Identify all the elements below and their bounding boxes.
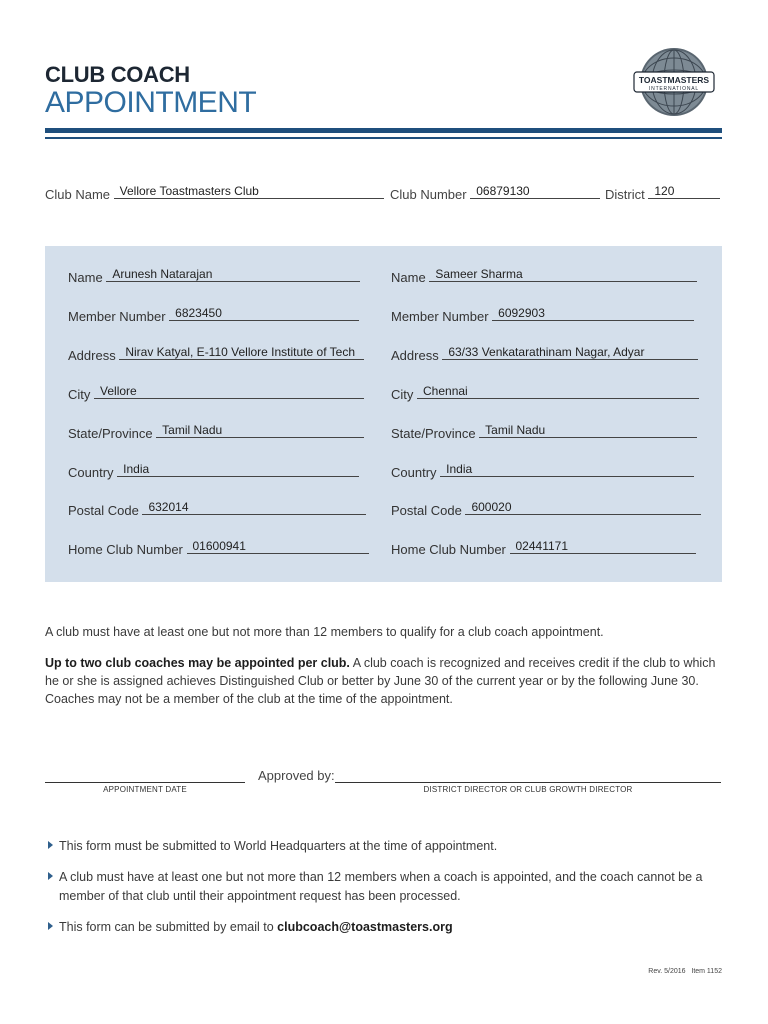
bullet-1-text: This form must be submitted to World Headquarters at the time of appointment. bbox=[59, 839, 498, 853]
coach-1-state-field bbox=[68, 423, 364, 441]
director-caption: DISTRICT DIRECTOR OR CLUB GROWTH DIRECTOR bbox=[423, 785, 633, 794]
coach-2-state-input[interactable]: Tamil Nadu bbox=[479, 423, 697, 438]
coach-1-member-field bbox=[68, 306, 359, 324]
club-name-field bbox=[45, 184, 384, 202]
appointment-date-line[interactable] bbox=[45, 782, 245, 783]
name-label: Name bbox=[391, 270, 426, 285]
coach-1-postal-field bbox=[68, 500, 366, 518]
coach-1-homeclub-input[interactable]: 01600941 bbox=[187, 539, 369, 554]
coach-1-name-input[interactable]: Arunesh Natarajan bbox=[106, 267, 360, 282]
coach-limit-paragraph bbox=[45, 654, 725, 708]
approved-by-label: Approved by: bbox=[258, 768, 335, 783]
bullet-3-text: This form can be submitted by email to bbox=[59, 920, 278, 934]
name-label: Name bbox=[68, 270, 103, 285]
coach-2-city-field bbox=[391, 384, 699, 402]
bullet-arrow-icon bbox=[48, 922, 53, 930]
coach-2-postal-field bbox=[391, 500, 701, 518]
postal-label: Postal Code bbox=[68, 503, 139, 518]
city-label: City bbox=[68, 387, 91, 402]
coach-2-country-input[interactable]: India bbox=[440, 462, 694, 477]
coach-1-postal-input[interactable]: 632014 bbox=[142, 500, 366, 515]
bullet-arrow-icon bbox=[48, 872, 53, 880]
coach-2-address-input[interactable]: 63/33 Venkatarathinam Nagar, Adyar bbox=[442, 345, 698, 360]
bullet-arrow-icon bbox=[48, 841, 53, 849]
member-number-label: Member Number bbox=[68, 309, 166, 324]
club-name-input[interactable]: Vellore Toastmasters Club bbox=[114, 184, 384, 199]
coach-2-country-field bbox=[391, 462, 694, 480]
coach-1-name-field bbox=[68, 267, 360, 285]
header-rule-thick bbox=[45, 128, 722, 133]
coach-2-postal-input[interactable]: 600020 bbox=[465, 500, 701, 515]
coach-2-member-input[interactable]: 6092903 bbox=[492, 306, 694, 321]
director-signature-line[interactable] bbox=[335, 782, 721, 783]
coach-1-address-field bbox=[68, 345, 364, 363]
coach-limit-bold: Up to two club coaches may be appointed per club. bbox=[45, 656, 350, 670]
coach-1-address-input[interactable]: Nirav Katyal, E-110 Vellore Institute of Tech bbox=[119, 345, 364, 360]
home-club-label: Home Club Number bbox=[391, 542, 506, 557]
address-label: Address bbox=[68, 348, 116, 363]
bullet-2-text: A club must have at least one but not more than 12 members when a coach is appointed, and the coach cannot be a member of that club until their appointment request has been processed. bbox=[59, 870, 703, 903]
country-label: Country bbox=[68, 465, 114, 480]
coach-1-country-input[interactable]: India bbox=[117, 462, 359, 477]
coach-2-homeclub-input[interactable]: 02441171 bbox=[510, 539, 696, 554]
member-number-label: Member Number bbox=[391, 309, 489, 324]
coach-2-state-field bbox=[391, 423, 697, 441]
state-label: State/Province bbox=[68, 426, 153, 441]
bullet-submit-whq bbox=[48, 837, 724, 856]
coach-1-member-input[interactable]: 6823450 bbox=[169, 306, 359, 321]
logo-text-top: TOASTMASTERS bbox=[638, 75, 710, 85]
club-number-label: Club Number bbox=[390, 187, 467, 202]
coach-info-panel bbox=[45, 246, 722, 582]
district-label: District bbox=[605, 187, 645, 202]
club-name-label: Club Name bbox=[45, 187, 111, 202]
district-input[interactable]: 120 bbox=[648, 184, 720, 199]
coach-2-member-field bbox=[391, 306, 694, 324]
country-label: Country bbox=[391, 465, 437, 480]
appointment-date-caption: APPOINTMENT DATE bbox=[103, 785, 187, 794]
logo-text-bottom: INTERNATIONAL bbox=[648, 86, 700, 92]
form-revision bbox=[648, 968, 722, 975]
eligibility-paragraph: A club must have at least one but not more than 12 members to qualify for a club coach appointment. bbox=[45, 625, 604, 639]
bullet-email-submission bbox=[48, 918, 724, 937]
city-label: City bbox=[391, 387, 414, 402]
coach-2-name-input[interactable]: Sameer Sharma bbox=[429, 267, 697, 282]
form-title-line1: CLUB COACH bbox=[45, 62, 190, 87]
address-label: Address bbox=[391, 348, 439, 363]
toastmasters-logo bbox=[632, 46, 716, 118]
coach-limit-text: A club coach is recognized and receives credit if the club to which he or she is assigned achieves Distinguished Club or better by June 30 of the current year or by the following June 30. Coaches may not be a member of the club at the time of the appointment. bbox=[45, 656, 716, 706]
form-title-line2: APPOINTMENT bbox=[45, 86, 257, 119]
club-number-input[interactable]: 06879130 bbox=[470, 184, 600, 199]
coach-1-homeclub-field bbox=[68, 539, 369, 557]
club-number-field bbox=[390, 184, 600, 202]
coach-2-name-field bbox=[391, 267, 697, 285]
district-field bbox=[605, 184, 720, 202]
revision-date: Rev. 5/2016 bbox=[648, 968, 686, 975]
home-club-label: Home Club Number bbox=[68, 542, 183, 557]
coach-1-country-field bbox=[68, 462, 359, 480]
state-label: State/Province bbox=[391, 426, 476, 441]
coach-1-city-input[interactable]: Vellore bbox=[94, 384, 364, 399]
coach-1-city-field bbox=[68, 384, 364, 402]
item-number: Item 1152 bbox=[691, 968, 722, 975]
coach-2-city-input[interactable]: Chennai bbox=[417, 384, 699, 399]
postal-label: Postal Code bbox=[391, 503, 462, 518]
coach-2-homeclub-field bbox=[391, 539, 696, 557]
header-rule-thin bbox=[45, 137, 722, 139]
bullet-member-requirement bbox=[48, 868, 735, 906]
email-link[interactable]: clubcoach@toastmasters.org bbox=[277, 920, 453, 934]
coach-2-address-field bbox=[391, 345, 698, 363]
coach-1-state-input[interactable]: Tamil Nadu bbox=[156, 423, 364, 438]
